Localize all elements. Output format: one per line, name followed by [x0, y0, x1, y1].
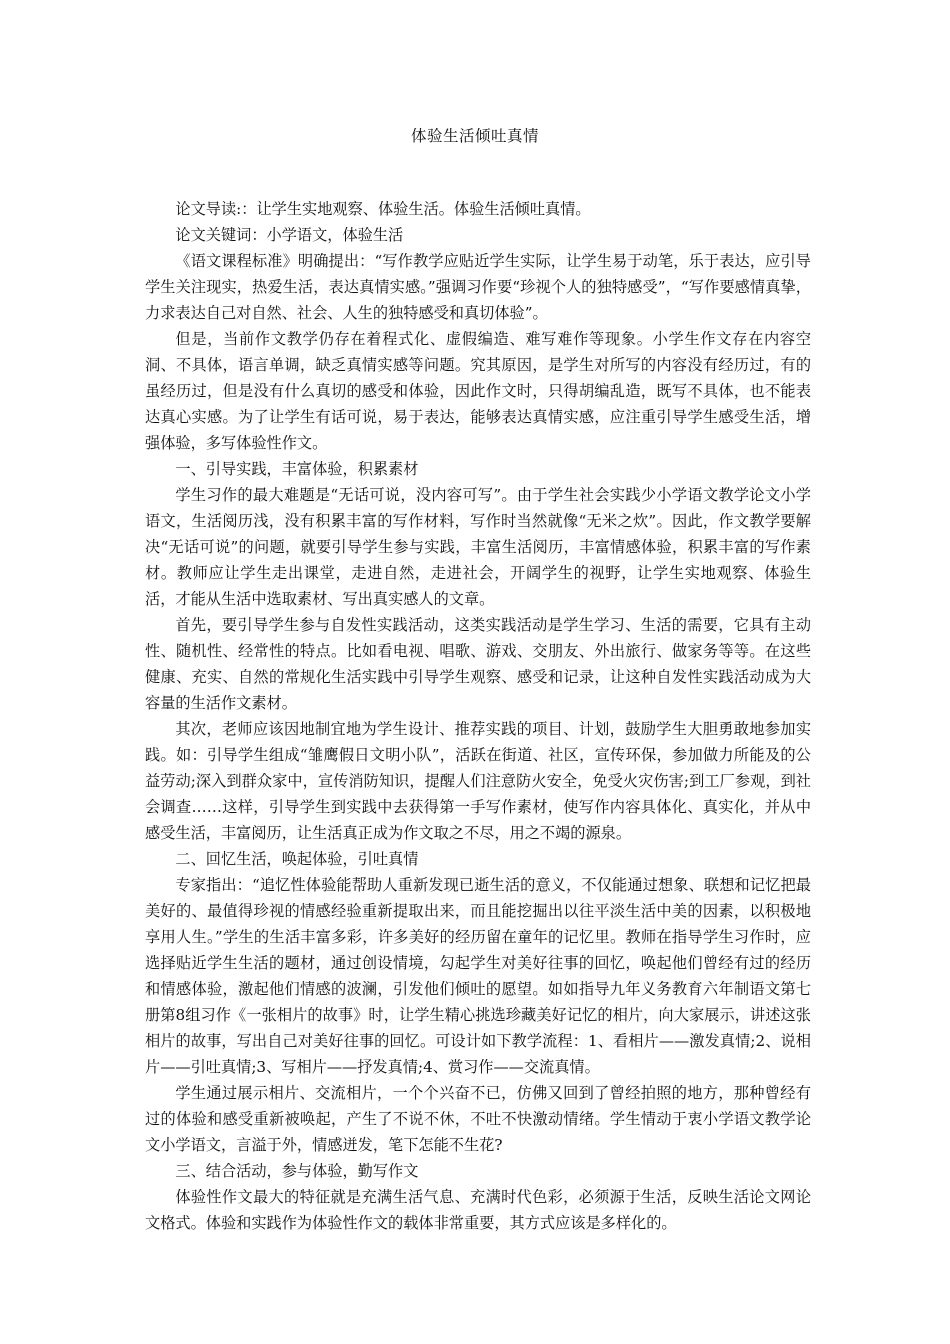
section-heading: 一、引导实践，丰富体验，积累素材: [175, 460, 419, 478]
body-paragraph: 学生通过展示相片、交流相片，一个个兴奋不已，仿佛又回到了曾经拍照的地方，那种曾经有过的体验和感受重新被唤起，产生了不说不休，不吐不快激动情绪。学生情动于衷小学语文教学论文小学语文，言溢于外，情感迸发，笔下怎能不生花?: [145, 1084, 811, 1154]
body-paragraph: 但是，当前作文教学仍存在着程式化、虚假编造、难写难作等现象。小学生作文存在内容空洞、不具体，语言单调，缺乏真情实感等问题。究其原因，是学生对所写的内容没有经历过，有的虽经历过，但是没有什么真切的感受和体验，因此作文时，只得胡编乱造，既写不具体，也不能表达真心实感。为了让学生有话可说，易于表达，能够表达真情实感，应注重引导学生感受生活，增强体验，多写体验性作文。: [145, 330, 811, 452]
body-paragraph: 体验性作文最大的特征就是充满生活气息、充满时代色彩，必须源于生活，反映生活论文网论文格式。体验和实践作为体验性作文的载体非常重要，其方式应该是多样化的。: [145, 1188, 811, 1232]
body-paragraph: 学生习作的最大难题是“无话可说，没内容可写”。由于学生社会实践少小学语文教学论文小学语文，生活阅历浅，没有积累丰富的写作材料，写作时当然就像“无米之炊”。因此，作文教学要解决“无话可说”的问题，就要引导学生参与实践，丰富生活阅历，丰富情感体验，积累丰富的写作素材。教师应让学生走出课堂，走进自然，走进社会，开阔学生的视野，让学生实地观察、体验生活，才能从生活中选取素材、写出真实感人的文章。: [145, 486, 811, 608]
body-paragraph: 其次，老师应该因地制宜地为学生设计、推荐实践的项目、计划，鼓励学生大胆勇敢地参加实践。如：引导学生组成“雏鹰假日文明小队”，活跃在街道、社区，宣传环保，参加做力所能及的公益劳动;深入到群众家中，宣传消防知识，提醒人们注意防火安全，免受火灾伤害;到工厂参观，到社会调查……这样，引导学生到实践中去获得第一手写作素材，使写作内容具体化、真实化，并从中感受生活，丰富阅历，让生活真正成为作文取之不尽，用之不竭的源泉。: [145, 720, 811, 842]
section-heading: 三、结合活动，参与体验，勤写作文: [175, 1162, 419, 1180]
body-paragraph: 专家指出：“追忆性体验能帮助人重新发现已逝生活的意义，不仅能通过想象、联想和记忆把最美好的、最值得珍视的情感经验重新提取出来，而且能挖掘出以往平淡生活中美的因素，以积极地享用人生。”学生的生活丰富多彩，许多美好的经历留在童年的记忆里。教师在指导学生习作时，应选择贴近学生生活的题材，通过创设情境，勾起学生对美好往事的回忆，唤起他们曾经有过的经历和情感体验，激起他们情感的波澜，引发他们倾吐的愿望。如如指导九年义务教育六年制语文第七册第8组习作《一张相片的故事》时，让学生精心挑选珍藏美好记忆的相片，向大家展示，讲述这张相片的故事，写出自己对美好往事的回忆。可设计如下教学流程：1、看相片——激发真情;2、说相片——引吐真情;3、写相片——抒发真情;4、赏习作——交流真情。: [145, 876, 811, 1076]
document-body: [145, 196, 811, 1236]
section-heading: 二、回忆生活，唤起体验，引吐真情: [175, 850, 419, 868]
keywords-paragraph: 论文关键词：小学语文，体验生活: [175, 226, 404, 244]
document-title: 体验生活倾吐真情: [410, 127, 539, 145]
abstract-paragraph: 论文导读:：让学生实地观察、体验生活。体验生活倾吐真情。: [175, 200, 591, 218]
body-paragraph: 首先，要引导学生参与自发性实践活动，这类实践活动是学生学习、生活的需要，它具有主动性、随机性、经常性的特点。比如看电视、唱歌、游戏、交朋友、外出旅行、做家务等等。在这些健康、充实、自然的常规化生活实践中引导学生观察、感受和记录，让这种自发性实践活动成为大容量的生活作文素材。: [145, 616, 811, 712]
body-paragraph: 《语文课程标准》明确提出：“写作教学应贴近学生实际，让学生易于动笔，乐于表达，应引导学生关注现实，热爱生活，表达真情实感。”强调习作要“珍视个人的独特感受”，“写作要感情真挚，力求表达自己对自然、社会、人生的独特感受和真切体验”。: [145, 252, 811, 322]
